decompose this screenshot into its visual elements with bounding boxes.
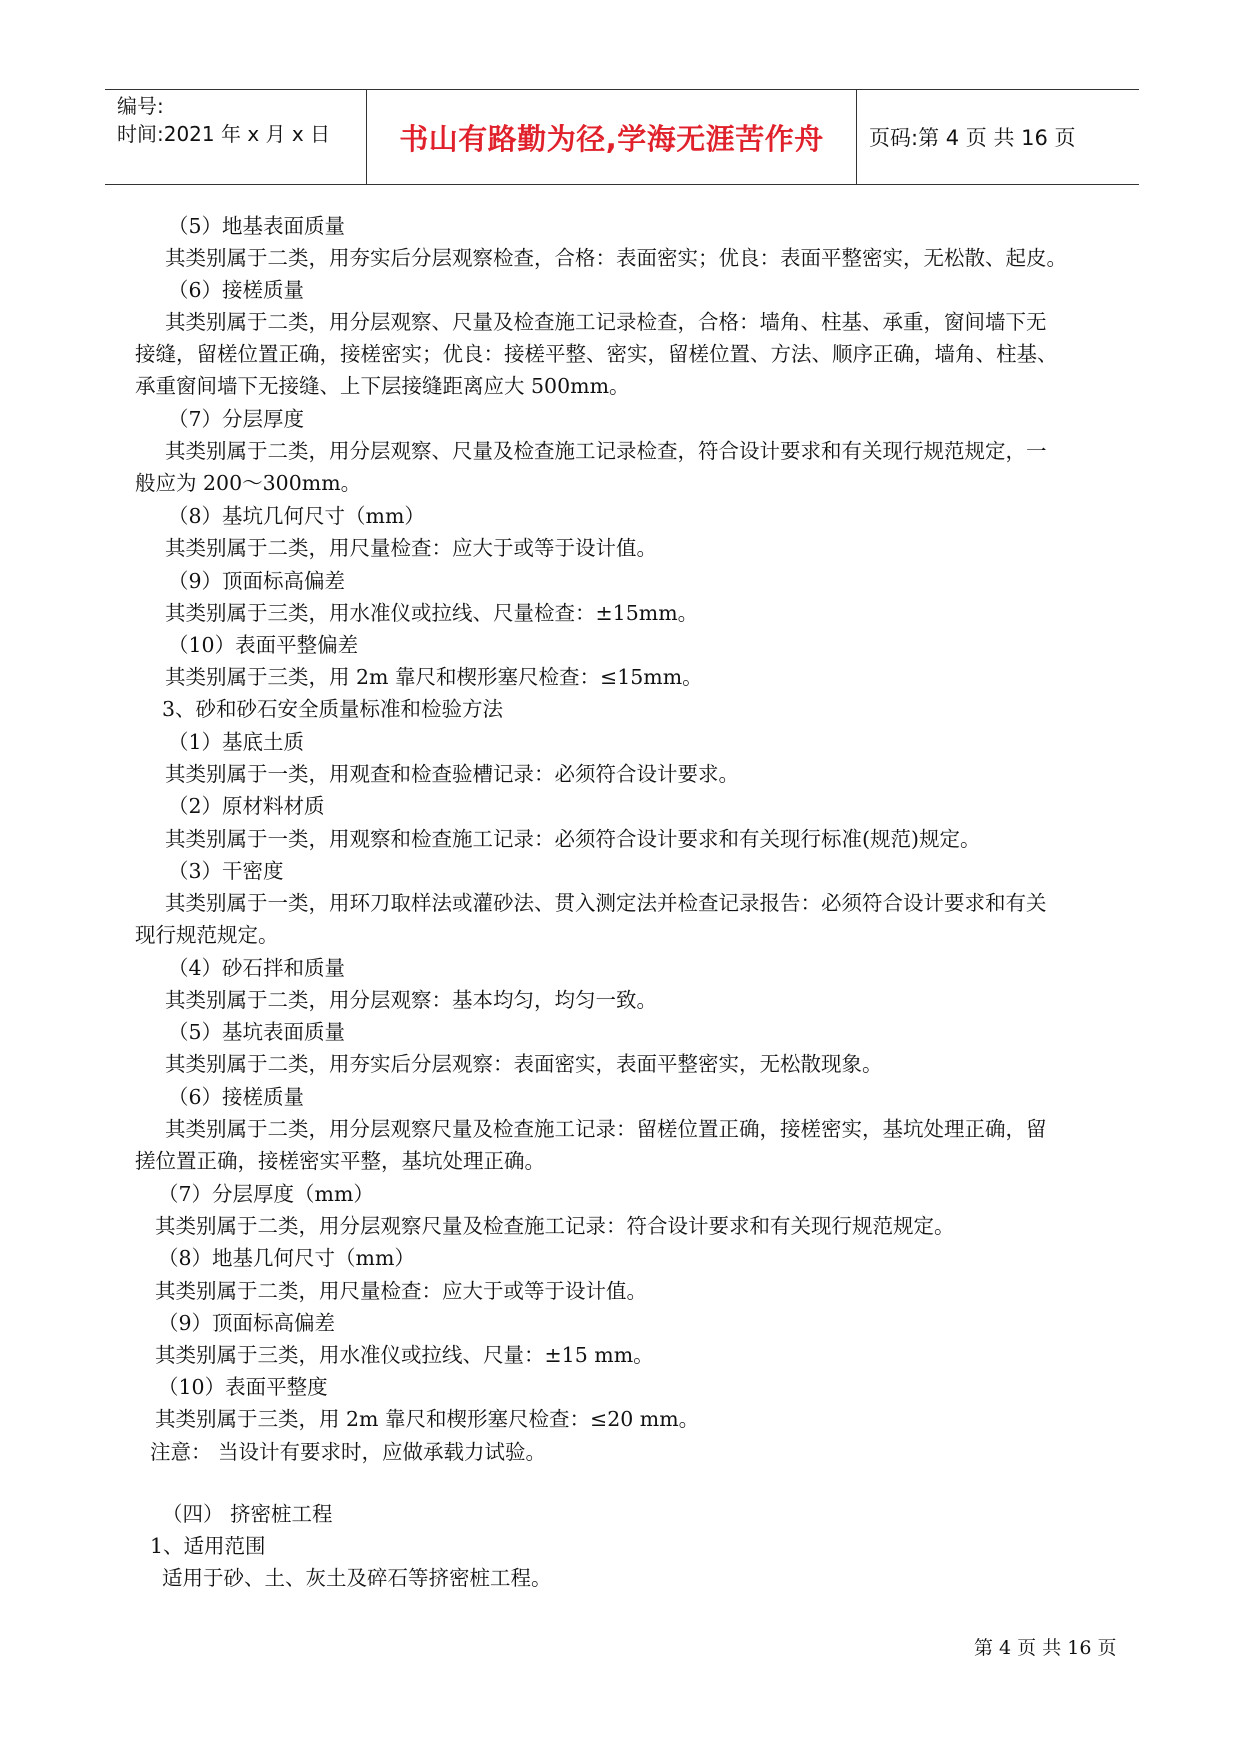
item-body: 其类别属于二类，用尺量检查：应大于或等于设计值。 <box>165 536 657 560</box>
page-footer: 第 4 页 共 16 页 <box>974 1637 1117 1659</box>
item-body: 其类别属于三类，用 2m 靠尺和楔形塞尺检查：≤15mm。 <box>165 665 703 689</box>
header-page-cell <box>857 90 1139 184</box>
item-body: 其类别属于二类，用夯实后分层观察：表面密实，表面平整密实，无松散现象。 <box>165 1052 883 1076</box>
section-heading: 1、适用范围 <box>150 1534 266 1558</box>
item-body: 适用于砂、土、灰土及碎石等挤密桩工程。 <box>162 1566 552 1590</box>
item-heading: （8）地基几何尺寸（mm） <box>158 1246 415 1270</box>
item-body: 其类别属于一类，用观查和检查验槽记录：必须符合设计要求。 <box>165 762 739 786</box>
page-header <box>105 89 1139 185</box>
item-heading: （6）接槎质量 <box>168 1085 305 1109</box>
item-heading: （8）基坑几何尺寸（mm） <box>168 504 425 528</box>
item-body: 现行规范规定。 <box>135 923 279 947</box>
header-meta-cell <box>105 90 367 184</box>
item-body: 其类别属于一类，用环刀取样法或灌砂法、贯入测定法并检查记录报告：必须符合设计要求和有关 <box>165 891 1047 915</box>
header-page-number: 页码:第 4 页 共 16 页 <box>869 126 1076 150</box>
document-time-label: 时间:2021 年 x 月 x 日 <box>117 122 331 146</box>
item-heading: （5）地基表面质量 <box>168 214 346 238</box>
item-heading: （3）干密度 <box>168 859 284 883</box>
item-body: 其类别属于三类，用水准仪或拉线、尺量：±15 mm。 <box>155 1343 654 1367</box>
section-heading: 3、砂和砂石安全质量标准和检验方法 <box>162 697 504 721</box>
header-motto-cell <box>367 90 857 184</box>
item-heading: （6）接槎质量 <box>168 278 305 302</box>
item-heading: （9）顶面标高偏差 <box>158 1311 336 1335</box>
header-motto: 书山有路勤为径,学海无涯苦作舟 <box>399 121 824 156</box>
item-heading: （1）基底土质 <box>168 730 305 754</box>
item-heading: （7）分层厚度（mm） <box>158 1182 374 1206</box>
item-body: 其类别属于二类，用分层观察尺量及检查施工记录：符合设计要求和有关现行规范规定。 <box>155 1214 955 1238</box>
document-number-label: 编号: <box>117 94 164 118</box>
item-body: 搓位置正确，接槎密实平整，基坑处理正确。 <box>135 1149 545 1173</box>
item-body: 其类别属于一类，用观察和检查施工记录：必须符合设计要求和有关现行标准(规范)规定。 <box>165 827 981 851</box>
item-heading: （7）分层厚度 <box>168 407 305 431</box>
item-heading: （2）原材料材质 <box>168 794 325 818</box>
note-line: 注意： 当设计有要求时，应做承载力试验。 <box>150 1440 547 1464</box>
item-body: 其类别属于二类，用分层观察尺量及检查施工记录：留槎位置正确，接槎密实，基坑处理正确，留 <box>165 1117 1047 1141</box>
item-body: 其类别属于三类，用水准仪或拉线、尺量检查：±15mm。 <box>165 601 699 625</box>
item-body: 接缝，留槎位置正确，接槎密实；优良：接槎平整、密实，留槎位置、方法、顺序正确，墙角、柱基、 <box>135 342 1058 366</box>
item-body: 其类别属于二类，用分层观察、尺量及检查施工记录检查，符合设计要求和有关现行规范规定，一 <box>165 439 1047 463</box>
item-body: 其类别属于二类，用夯实后分层观察检查，合格：表面密实；优良：表面平整密实，无松散、起皮。 <box>165 246 1067 270</box>
item-heading: （10）表面平整偏差 <box>168 633 359 657</box>
item-body: 承重窗间墙下无接缝、上下层接缝距离应大 500mm。 <box>135 374 630 398</box>
chapter-heading: （四） 挤密桩工程 <box>162 1502 333 1526</box>
item-body: 其类别属于二类，用分层观察：基本均匀，均匀一致。 <box>165 988 657 1012</box>
item-heading: （5）基坑表面质量 <box>168 1020 346 1044</box>
item-body: 般应为 200～300mm。 <box>135 471 362 495</box>
item-body: 其类别属于二类，用尺量检查：应大于或等于设计值。 <box>155 1279 647 1303</box>
item-heading: （9）顶面标高偏差 <box>168 569 346 593</box>
item-heading: （4）砂石拌和质量 <box>168 956 346 980</box>
item-body: 其类别属于三类，用 2m 靠尺和楔形塞尺检查：≤20 mm。 <box>155 1407 700 1431</box>
item-heading: （10）表面平整度 <box>158 1375 328 1399</box>
item-body: 其类别属于二类，用分层观察、尺量及检查施工记录检查，合格：墙角、柱基、承重，窗间墙下无 <box>165 310 1047 334</box>
